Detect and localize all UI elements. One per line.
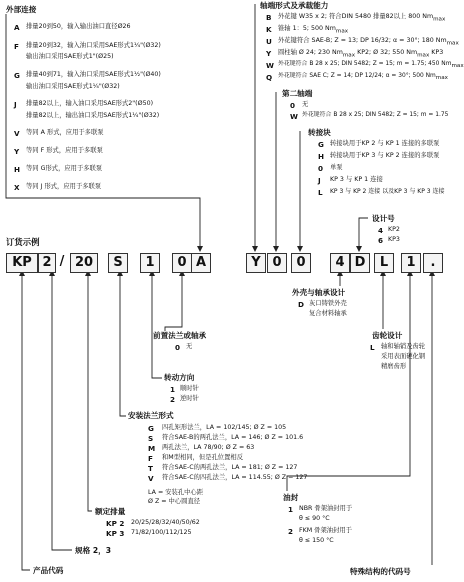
- order-title: 订货示例: [6, 237, 40, 247]
- gear-desc-3: 精磨齿形: [381, 363, 407, 370]
- mount-desc: 和M型相同，但是孔位置相反: [162, 454, 243, 461]
- shaft-code: W: [266, 61, 274, 70]
- outer-desc: 等同 A 形式，应用于多联泵: [26, 129, 104, 136]
- seal-desc: NBR 骨架油封用于: [299, 505, 353, 512]
- front-flange-title: 前置法兰或轴承: [153, 331, 207, 340]
- outer-desc: 排量20到50，输入输出油口直径Ø26: [26, 23, 131, 30]
- adapter-code: H: [318, 152, 325, 161]
- code-box-design: 4: [330, 253, 350, 273]
- displacement-title: 额定排量: [95, 507, 126, 516]
- size-title: 规格 2，3: [75, 546, 111, 555]
- mount-desc: 四孔矩形法兰，LA = 102/145; Ø Z = 105: [162, 424, 287, 431]
- mount-title: 安装法兰形式: [128, 411, 174, 420]
- design-code: 4: [378, 226, 384, 235]
- shaft-code: U: [266, 37, 272, 46]
- second-shaft-code: 0: [290, 101, 296, 110]
- rotation-desc: 顺时针: [180, 385, 199, 392]
- shaft-desc: 圆柱轴 Ø 24; 230 $Nm_{max}$ KP2; Ø 32; 550 $Nm_{max}$ KP3: [278, 49, 444, 59]
- code-box-shaft: Y: [246, 253, 266, 273]
- outer-desc: 等同 G形式，应用于多联泵: [26, 165, 103, 172]
- second-shaft-desc: 外花键符合 B 28 x 25; DIN 5482; Z = 15; m = 1.75: [302, 112, 449, 118]
- displacement-desc: 20/25/28/32/40/50/62: [131, 519, 200, 526]
- housing-title: 外壳与轴承设计: [292, 288, 346, 297]
- mount-code: T: [148, 464, 153, 473]
- outer-desc-2: 输出油口采用SAE形式1¹⁄₄"(Ø32): [26, 83, 120, 90]
- mount-note-2: Ø Z = 中心圆直径: [148, 498, 201, 505]
- displacement-code: KP 3: [106, 529, 125, 538]
- seal-code: 1: [288, 505, 294, 514]
- adapter-desc: 转接块用于KP 2 与 KP 1 连接的多联泵: [330, 140, 440, 147]
- arrow-design: [356, 246, 362, 252]
- second-shaft-code: W: [290, 112, 298, 121]
- shaft-title: 轴端形式及承载能力: [260, 1, 329, 10]
- second-shaft-desc: 无: [302, 101, 309, 108]
- leader-seal: [287, 272, 410, 491]
- adapter-code: G: [318, 140, 324, 149]
- mount-desc: 符合SAE-B的两孔法兰，LA = 146; Ø Z = 101.6: [162, 434, 304, 441]
- rotation-title: 转动方向: [164, 373, 195, 382]
- shaft-desc: 外花键符合 SAE C; Z = 14; DP 12/24; α = 30°; 500 $Nm_{max}$: [278, 73, 448, 82]
- outer-code: V: [14, 129, 20, 138]
- design-desc: KP3: [388, 236, 400, 243]
- seal-title: 油封: [283, 493, 299, 502]
- gear-desc: 轴和轴销及齿轮: [381, 343, 426, 350]
- second-shaft-title: 第二轴端: [282, 89, 313, 98]
- code-box-gear: L: [374, 253, 394, 273]
- adapter-desc: KP 3 与 KP 1 连接: [330, 176, 383, 183]
- leader-design: [359, 218, 368, 250]
- outer-code: Y: [14, 147, 20, 156]
- mount-code: S: [148, 434, 154, 443]
- code-box-size: 2: [38, 253, 56, 273]
- leader-mount: [120, 272, 126, 416]
- leader-front-flange: [165, 272, 182, 331]
- mount-note: LA = 安装孔中心距: [148, 489, 204, 496]
- shaft-desc: 锥轴 1：5; 500 $Nm_{max}$: [278, 25, 349, 35]
- adapter-code: J: [318, 176, 321, 185]
- product-title: 产品代码: [33, 566, 64, 575]
- rotation-desc: 逆时针: [180, 395, 199, 402]
- shaft-code: K: [266, 25, 272, 34]
- outer-code: A: [14, 23, 20, 32]
- outer-desc: 排量20到32，输入油口采用SAE形式1¹⁄₄"(Ø32): [26, 42, 161, 49]
- front-flange-code: 0: [175, 343, 181, 352]
- code-box-front-flange: 0: [172, 253, 192, 273]
- arrow-outer: [197, 246, 203, 252]
- seal-code: 2: [288, 527, 294, 536]
- design-title: 设计号: [372, 214, 395, 223]
- leader-product: [22, 272, 30, 570]
- code-box-outer: A: [191, 253, 211, 273]
- gear-title: 齿轮设计: [372, 331, 403, 340]
- outer-code: G: [14, 71, 20, 80]
- mount-code: G: [148, 424, 154, 433]
- housing-desc-2: 复合材料轴承: [309, 310, 347, 317]
- mount-code: V: [148, 474, 154, 483]
- code-box-special: .: [423, 253, 443, 273]
- outer-desc: 等同 J 形式，应用于多联泵: [26, 183, 102, 190]
- housing-code: D: [298, 300, 304, 309]
- arrow-adapter: [297, 246, 303, 252]
- displacement-desc: 71/82/100/112/125: [131, 529, 192, 536]
- mount-desc: 符合SAE-C的两孔法兰，LA = 181; Ø Z = 127: [162, 464, 298, 471]
- adapter-code: L: [318, 188, 323, 197]
- adapter-title: 转接块: [308, 128, 331, 137]
- rotation-code: 1: [170, 385, 176, 394]
- outer-code: X: [14, 183, 20, 192]
- code-box-housing: D: [350, 253, 370, 273]
- gear-desc-2: 采用表面硬化钢: [381, 353, 426, 360]
- outer-code: F: [14, 42, 19, 51]
- seal-desc-2: θ ≤ 90 °C: [299, 515, 330, 522]
- mount-code: M: [148, 444, 156, 453]
- outer-code: H: [14, 165, 21, 174]
- gear-code: L: [370, 343, 375, 352]
- mount-code: F: [148, 454, 153, 463]
- seal-desc-2: θ ≤ 150 °C: [299, 537, 334, 544]
- adapter-desc: 转接块用于KP 3 与 KP 2 连接的多联泵: [330, 152, 440, 159]
- adapter-code: 0: [318, 164, 324, 173]
- code-box-displacement: 20: [70, 253, 98, 273]
- outer-desc-2: 输出油口采用SAE形式1"(Ø25): [26, 53, 114, 60]
- displacement-code: KP 2: [106, 519, 125, 528]
- housing-desc: 灰口铸铁外壳: [309, 300, 347, 307]
- arrow-shaft: [252, 246, 258, 252]
- leader-size: [52, 272, 72, 550]
- adapter-desc: 单泵: [330, 164, 343, 171]
- seal-desc: FKM 骨架油封用于: [299, 527, 352, 534]
- special-title: 特殊结构的代码号: [350, 567, 411, 576]
- code-separator: /: [59, 254, 65, 269]
- shaft-code: Y: [266, 49, 272, 58]
- mount-desc: 两孔法兰，LA 78/90; Ø Z = 63: [162, 444, 255, 451]
- leader-displacement: [88, 272, 92, 511]
- shaft-code: B: [266, 13, 272, 22]
- rotation-code: 2: [170, 395, 176, 404]
- outer-code: J: [14, 100, 17, 109]
- code-box-product: KP: [6, 253, 38, 273]
- arrow-second-shaft: [273, 246, 279, 252]
- outer-desc: 排量82以上，输入油口采用SAE形式2"(Ø50): [26, 100, 154, 107]
- mount-desc: 符合SAE-C的四孔法兰，LA = 114.55; Ø Z = 127: [162, 474, 308, 481]
- leader-rotation: [152, 272, 162, 378]
- outer-desc-2: 排量82以上，输出油口采用SAE形式1¹⁄₄"(Ø32): [26, 112, 160, 119]
- shaft-desc: 外花键符合 SAE-B; Z = 13; DP 16/32; α = 30°; 180 $Nm_{max}$: [278, 37, 459, 47]
- outer-desc: 排量40到71，输入油口采用SAE形式1¹⁄₂"(Ø40): [26, 71, 161, 78]
- shaft-desc: 外花键 W35 x 2; 符合DIN 5480 排量82以上 800 $Nm_{max}$: [278, 13, 446, 23]
- code-box-adapter: 0: [291, 253, 311, 273]
- code-box-mount: S: [108, 253, 128, 273]
- code-box-second-shaft: 0: [267, 253, 287, 273]
- adapter-desc: KP 3 与 KP 2 连接 以及KP 3 与 KP 3 连接: [330, 188, 445, 195]
- outer-desc: 等同 F 形式，应用于多联泵: [26, 147, 103, 154]
- code-box-rotation: 1: [140, 253, 160, 273]
- shaft-desc: 外花键符合 B 28 x 25; DIN 5482; Z = 15; m = 1.75; 450 $Nm_{max}$: [278, 61, 464, 70]
- front-flange-desc: 无: [186, 343, 193, 350]
- outer-title: 外部连接: [6, 5, 37, 14]
- code-box-seal: 1: [401, 253, 421, 273]
- design-desc: KP2: [388, 226, 400, 233]
- shaft-code: Q: [266, 73, 273, 82]
- design-code: 6: [378, 236, 384, 245]
